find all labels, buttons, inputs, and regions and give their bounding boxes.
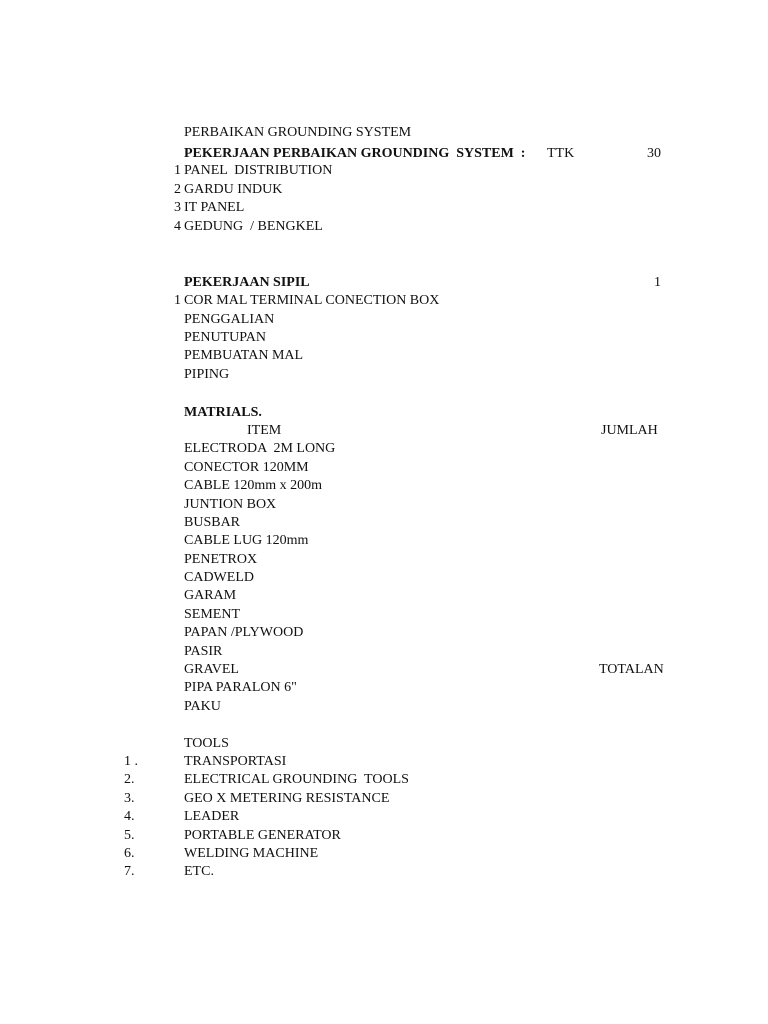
tool-no: 4.	[124, 809, 135, 824]
section-title: PERBAIKAN GROUNDING SYSTEM	[184, 125, 412, 140]
grounding-item: GARDU INDUK	[184, 182, 283, 197]
tool-no: 2.	[124, 772, 135, 787]
material-item: PIPA PARALON 6"	[184, 680, 297, 695]
civil-quantity: 1	[654, 275, 661, 290]
materials-col-item: ITEM	[247, 423, 282, 438]
grounding-item: IT PANEL	[184, 200, 245, 215]
material-item: GARAM	[184, 588, 237, 603]
material-item: SEMENT	[184, 607, 240, 622]
tool-no: 1 .	[124, 754, 138, 769]
unit-label: TTK	[547, 146, 575, 161]
civil-item-no: 1	[174, 293, 181, 308]
tool-item: LEADER	[184, 809, 240, 824]
material-item: CABLE LUG 120mm	[184, 533, 309, 548]
material-item: CONECTOR 120MM	[184, 460, 309, 475]
tool-no: 5.	[124, 828, 135, 843]
civil-sub-item: PENUTUPAN	[184, 330, 266, 345]
material-item: PAKU	[184, 699, 221, 714]
material-item: ELECTRODA 2M LONG	[184, 441, 336, 456]
grounding-item-no: 1	[174, 163, 181, 178]
material-item: CADWELD	[184, 570, 254, 585]
civil-sub-item: PENGGALIAN	[184, 312, 275, 327]
material-item: GRAVEL	[184, 662, 239, 677]
tools-heading: TOOLS	[184, 736, 229, 751]
civil-sub-item: PEMBUATAN MAL	[184, 348, 304, 363]
grounding-item-no: 2	[174, 182, 181, 197]
tool-item: ETC.	[184, 864, 214, 879]
grounding-quantity: 30	[647, 146, 661, 161]
tool-no: 6.	[124, 846, 135, 861]
materials-col-total: JUMLAH	[601, 423, 658, 438]
tool-item: WELDING MACHINE	[184, 846, 319, 861]
material-item: PASIR	[184, 644, 223, 659]
material-item: PENETROX	[184, 552, 258, 567]
material-item: BUSBAR	[184, 515, 241, 530]
work-heading-grounding: PEKERJAAN PERBAIKAN GROUNDING SYSTEM :	[184, 146, 526, 161]
civil-sub-item: PIPING	[184, 367, 230, 382]
material-item: PAPAN /PLYWOOD	[184, 625, 304, 640]
tool-no: 3.	[124, 791, 135, 806]
tool-item: ELECTRICAL GROUNDING TOOLS	[184, 772, 409, 787]
grounding-item: PANEL DISTRIBUTION	[184, 163, 333, 178]
civil-heading: PEKERJAAN SIPIL	[184, 275, 310, 290]
materials-heading: MATRIALS.	[184, 405, 262, 420]
tool-item: GEO X METERING RESISTANCE	[184, 791, 390, 806]
tool-item: TRANSPORTASI	[184, 754, 287, 769]
material-item: JUNTION BOX	[184, 497, 277, 512]
grounding-item: GEDUNG / BENGKEL	[184, 219, 323, 234]
tool-item: PORTABLE GENERATOR	[184, 828, 341, 843]
tool-no: 7.	[124, 864, 135, 879]
grounding-item-no: 4	[174, 219, 181, 234]
materials-totalan: TOTALAN	[599, 662, 664, 677]
material-item: CABLE 120mm x 200m	[184, 478, 323, 493]
civil-item: COR MAL TERMINAL CONECTION BOX	[184, 293, 440, 308]
grounding-item-no: 3	[174, 200, 181, 215]
